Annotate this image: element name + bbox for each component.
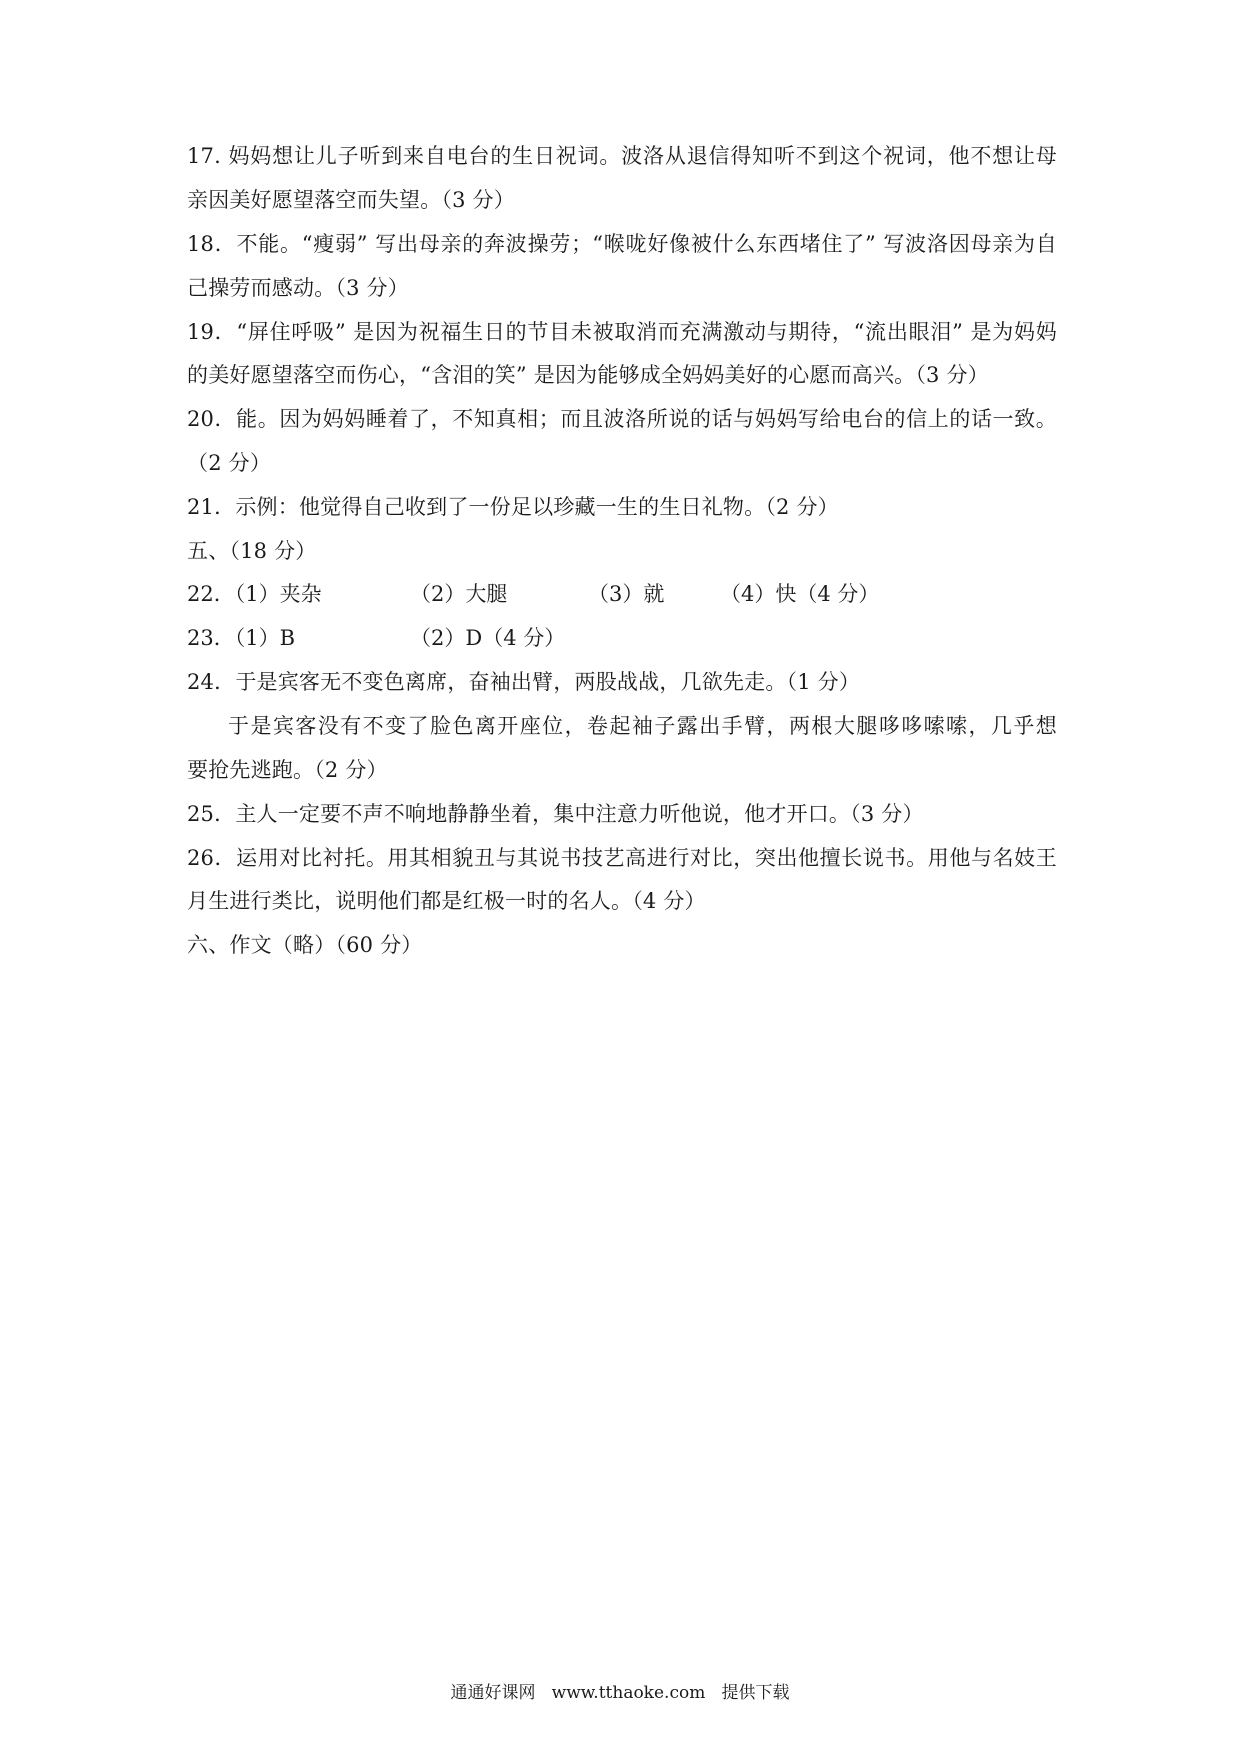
- answer-22-part-2: （2）大腿: [410, 582, 508, 606]
- answer-21: 21．示例：他觉得自己收到了一份足以珍藏一生的生日礼物。（2 分）: [187, 495, 839, 519]
- answer-18-line-2: 己操劳而感动。（3 分）: [187, 276, 409, 300]
- section-6-heading: 六、作文（略）（60 分）: [187, 933, 423, 957]
- answer-20-line-2: （2 分）: [187, 451, 272, 475]
- answer-17-line-2: 亲因美好愿望落空而失望。（3 分）: [187, 188, 515, 212]
- answer-22-part-1: 22．（1）夹杂: [187, 582, 322, 606]
- answer-24-line-3: 要抢先逃跑。（2 分）: [187, 758, 388, 782]
- answer-20-line-1: 20．能。因为妈妈睡着了，不知真相；而且波洛所说的话与妈妈写给电台的信上的话一致。: [187, 407, 1057, 431]
- answer-24-line-1: 24．于是宾客无不变色离席，奋袖出臂，两股战战，几欲先走。（1 分）: [187, 670, 861, 694]
- answer-26-line-2: 月生进行类比，说明他们都是红极一时的名人。（4 分）: [187, 889, 706, 913]
- page-footer: 通通好课网 www.tthaoke.com 提供下载: [450, 1683, 790, 1703]
- answer-24-line-2: 于是宾客没有不变了脸色离开座位，卷起袖子露出手臂，两根大腿哆哆嗦嗦，几乎想: [228, 714, 1057, 738]
- answer-22-part-3: （3）就: [588, 582, 665, 606]
- answer-23-part-2: （2）D（4 分）: [410, 626, 566, 650]
- section-5-heading: 五、（18 分）: [187, 539, 317, 563]
- answer-26-line-1: 26．运用对比衬托。用其相貌丑与其说书技艺高进行对比，突出他擅长说书。用他与名妓王: [187, 846, 1057, 870]
- answer-23-part-1: 23．（1）B: [187, 626, 296, 650]
- answer-18-line-1: 18．不能。“瘦弱” 写出母亲的奔波操劳；“喉咙好像被什么东西堵住了” 写波洛因母亲为自: [187, 232, 1057, 256]
- answer-19-line-1: 19．“屏住呼吸” 是因为祝福生日的节目未被取消而充满激动与期待，“流出眼泪” 是为妈妈: [187, 320, 1057, 344]
- answer-17-line-1: 17. 妈妈想让儿子听到来自电台的生日祝词。波洛从退信得知听不到这个祝词，他不想让母: [187, 144, 1057, 168]
- answer-19-line-2: 的美好愿望落空而伤心，“含泪的笑” 是因为能够成全妈妈美好的心愿而高兴。（3 分）: [187, 363, 989, 387]
- answer-22-part-4: （4）快（4 分）: [720, 582, 880, 606]
- answer-25: 25．主人一定要不声不响地静静坐着，集中注意力听他说，他才开口。（3 分）: [187, 802, 924, 826]
